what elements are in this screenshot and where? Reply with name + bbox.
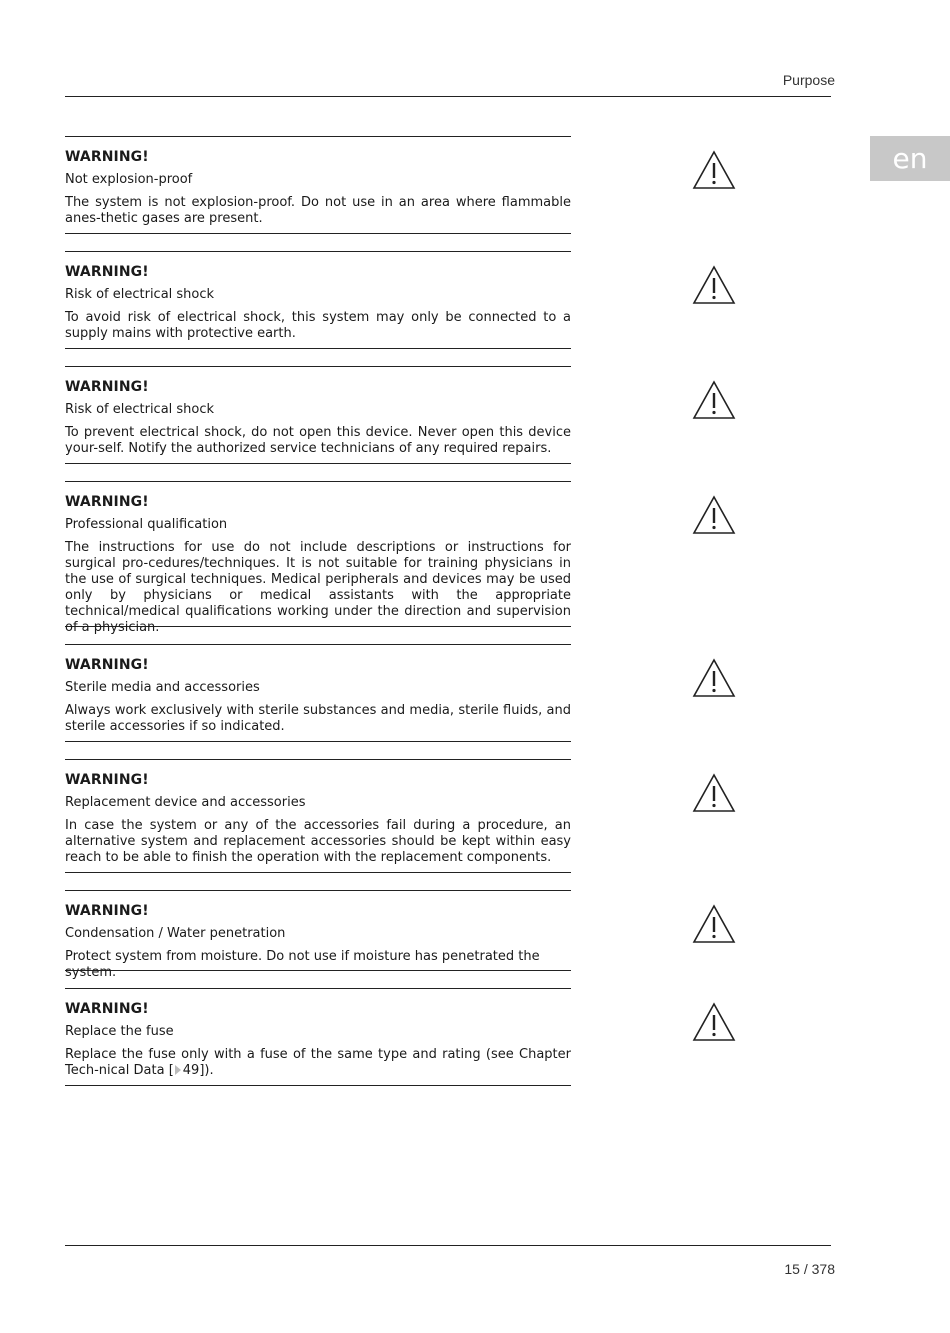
warning-block (65, 251, 571, 349)
warning-body (65, 1047, 571, 1079)
warning-title: WARNING! (65, 494, 149, 510)
warning-triangle-icon (692, 658, 736, 698)
warning-block (65, 759, 571, 873)
warning-subtitle: Risk of electrical shock (65, 402, 215, 417)
header-section-title: Purpose (782, 72, 835, 88)
warning-block (65, 890, 571, 980)
chapter-reference-link[interactable]: 49 (182, 1063, 200, 1078)
warning-triangle-icon (692, 380, 736, 420)
warning-block (65, 988, 571, 1086)
warning-subtitle: Replacement device and accessories (65, 795, 306, 810)
warning-block (65, 366, 571, 464)
warning-title: WARNING! (65, 657, 149, 673)
warning-body: The instructions for use do not include descriptions or instructions for surgical pro-cedures/techniques. It is not suitable for training physicians in the use of surgical techniques. Medical peripherals and devices may be used only by physicians or medical assistants with the appropriate technical/medical qualifications working under the direction and supervision of a physician. (65, 540, 571, 635)
warning-subtitle: Replace the fuse (65, 1024, 174, 1039)
warning-triangle-icon (692, 773, 736, 813)
warning-body: In case the system or any of the accessories fail during a procedure, an alternative system and replacement accessories should be kept within easy reach to be able to finish the operation with the replacement components. (65, 818, 571, 865)
warning-body: Protect system from moisture. Do not use if moisture has penetrated the system. (65, 949, 540, 980)
warning-subtitle: Not explosion-proof (65, 172, 193, 187)
warning-triangle-icon (692, 495, 736, 535)
warning-block (65, 136, 571, 234)
warning-body: To prevent electrical shock, do not open this device. Never open this device your-self. Notify the authorized service technicians of any required repairs. (65, 425, 571, 456)
language-tab: en (870, 136, 950, 181)
warning-title: WARNING! (65, 379, 149, 395)
warning-body: Always work exclusively with sterile substances and media, sterile fluids, and sterile accessories if so indicated. (65, 703, 571, 734)
warning-triangle-icon (692, 1002, 736, 1042)
warning-body-text: Replace the fuse only with a fuse of the same type and rating (see Chapter Tech-nical Data [ (65, 1047, 571, 1078)
warning-block (65, 644, 571, 742)
warning-body: The system is not explosion-proof. Do not use in an area where flammable anes-thetic gases are present. (65, 195, 571, 226)
warning-block (65, 481, 571, 635)
warning-subtitle: Sterile media and accessories (65, 680, 260, 695)
reference-arrow-icon (175, 1065, 181, 1075)
warning-subtitle: Condensation / Water penetration (65, 926, 286, 941)
warning-title: WARNING! (65, 264, 149, 280)
warning-subtitle: Risk of electrical shock (65, 287, 215, 302)
warning-subtitle: Professional qualification (65, 517, 228, 532)
warning-triangle-icon (692, 904, 736, 944)
warning-triangle-icon (692, 150, 736, 190)
header-rule (65, 96, 831, 97)
page-number: 15 / 378 (784, 1261, 835, 1277)
footer-rule (65, 1245, 831, 1246)
warning-body: To avoid risk of electrical shock, this system may only be connected to a supply mains with protective earth. (65, 310, 571, 341)
warning-body-text-end: ]). (199, 1063, 214, 1078)
warning-title: WARNING! (65, 903, 149, 919)
warning-title: WARNING! (65, 1001, 149, 1017)
warning-triangle-icon (692, 265, 736, 305)
warning-title: WARNING! (65, 772, 149, 788)
warning-title: WARNING! (65, 149, 149, 165)
